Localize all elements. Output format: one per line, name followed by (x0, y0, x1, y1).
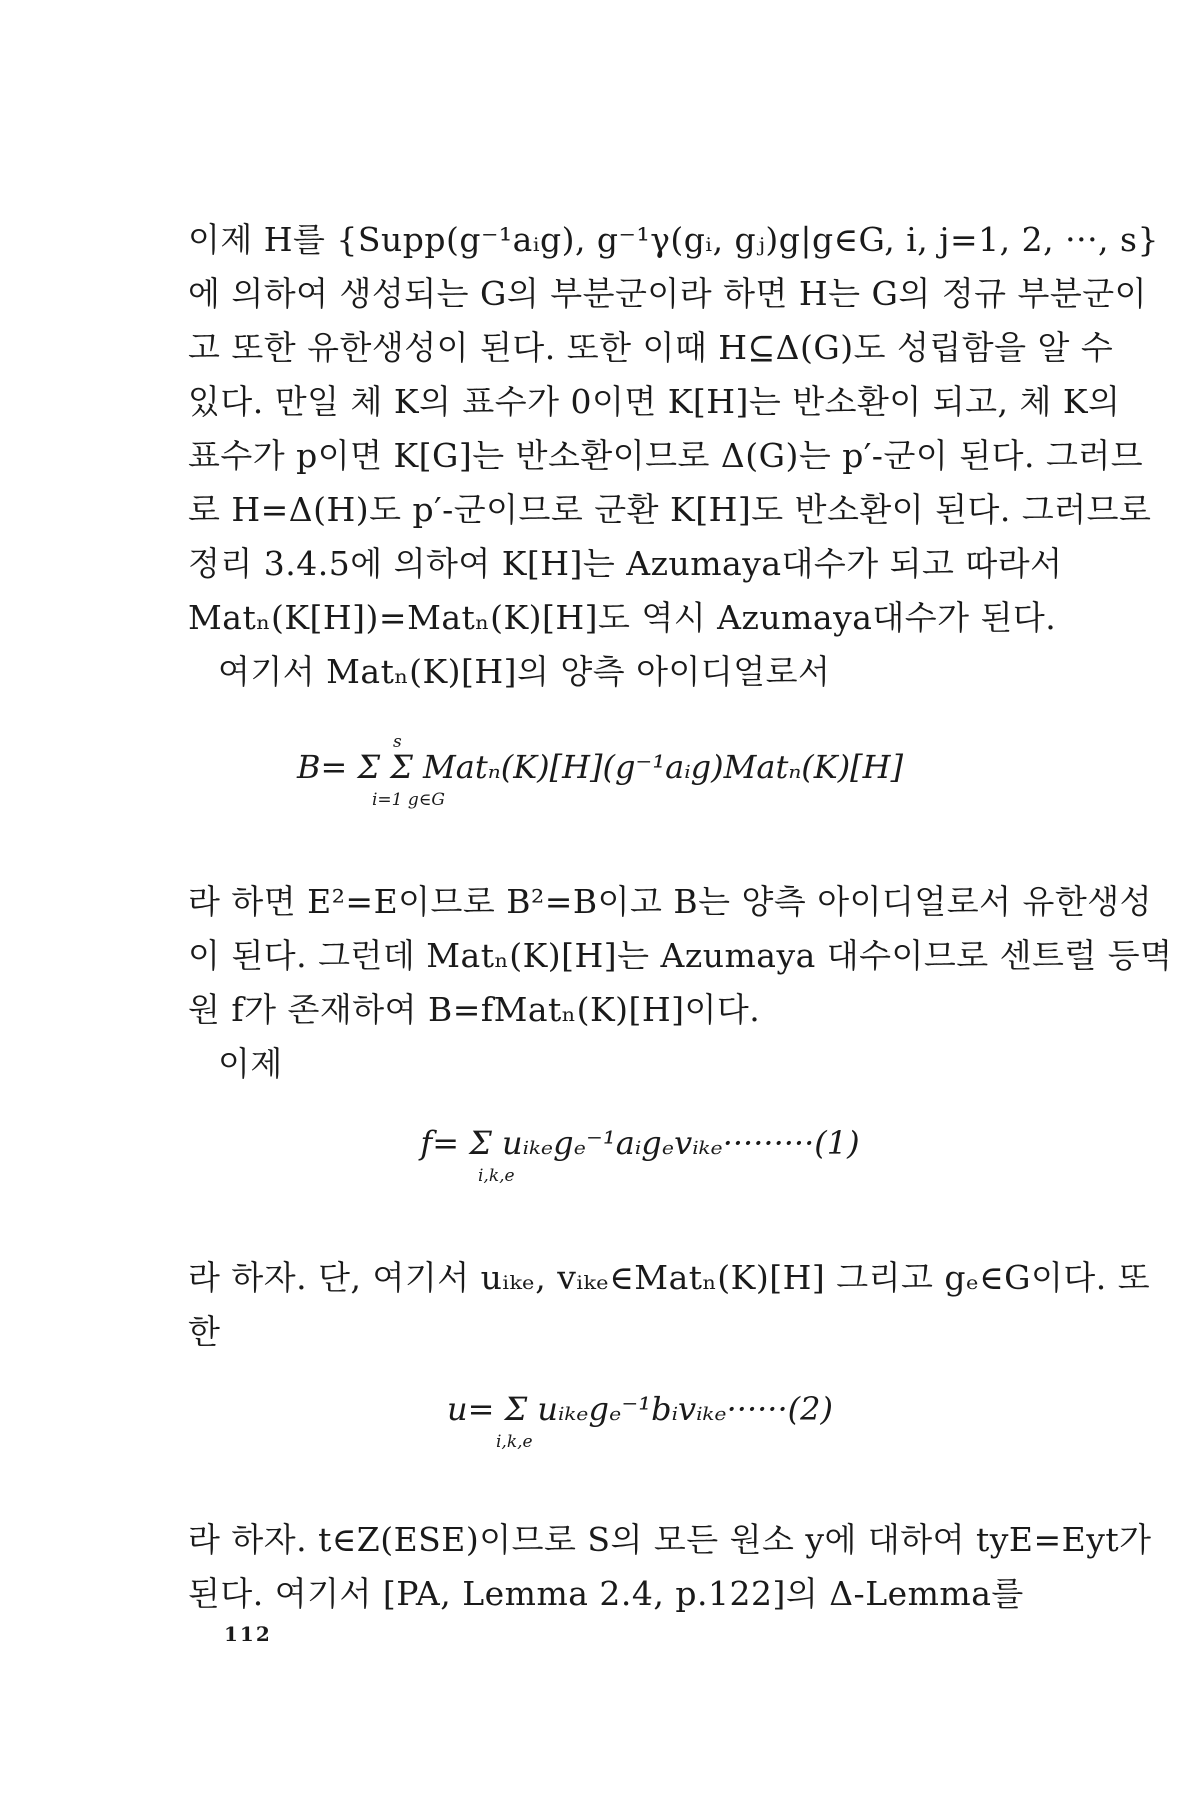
text-line: 로 H=Δ(H)도 p′-군이므로 군환 K[H]도 반소환이 된다. 그러므로 (188, 490, 1152, 529)
formula-1-main: f= Σ uᵢₖₑgₑ⁻¹aᵢgₑvᵢₖₑ·········(1) (420, 1124, 860, 1162)
formula-b (0, 748, 1200, 786)
formula-1-lower-limit: i,k,e (478, 1166, 515, 1186)
formula-2-main: u= Σ uᵢₖₑgₑ⁻¹bᵢvᵢₖₑ······(2) (447, 1390, 833, 1428)
text-line: 정리 3.4.5에 의하여 K[H]는 Azumaya대수가 되고 따라서 (188, 544, 1063, 583)
text-line: 라 하자. 단, 여기서 uᵢₖₑ, vᵢₖₑ∈Matₙ(K)[H] 그리고 gₑ∈G이다. 또 (188, 1258, 1151, 1297)
page-number: 112 (224, 1622, 272, 1646)
text-line: 원 f가 존재하여 B=fMatₙ(K)[H]이다. (188, 990, 761, 1029)
text-line: 에 의하여 생성되는 G의 부분군이라 하면 H는 G의 정규 부분군이 (188, 274, 1147, 313)
formula-b-main: B= Σ Σ Matₙ(K)[H](g⁻¹aᵢg)Matₙ(K)[H] (296, 748, 904, 786)
formula-b-lower-limit: i=1 g∈G (372, 790, 445, 810)
text-line: 라 하자. t∈Z(ESE)이므로 S의 모든 원소 y에 대하여 tyE=Eyt가 (188, 1520, 1152, 1559)
text-line: 이 된다. 그런데 Matₙ(K)[H]는 Azumaya 대수이므로 센트럴 등멱 (188, 936, 1173, 975)
text-line: 고 또한 유한생성이 된다. 또한 이때 H⊆Δ(G)도 성립함을 알 수 (188, 328, 1114, 367)
text-line: 있다. 만일 체 K의 표수가 0이면 K[H]는 반소환이 되고, 체 K의 (188, 382, 1121, 421)
text-line: 한 (188, 1312, 221, 1351)
text-line: Matₙ(K[H])=Matₙ(K)[H]도 역시 Azumaya대수가 된다. (188, 598, 1057, 637)
formula-2-lower-limit: i,k,e (496, 1432, 533, 1452)
formula-2 (40, 1390, 1200, 1428)
text-line: 여기서 Matₙ(K)[H]의 양측 아이디얼로서 (218, 652, 831, 691)
text-line: 이제 (218, 1044, 283, 1083)
text-line: 이제 H를 {Supp(g⁻¹aᵢg), g⁻¹γ(gᵢ, gⱼ)g|g∈G, i, j=1, 2, ···, s} (188, 220, 1159, 259)
text-line: 라 하면 E²=E이므로 B²=B이고 B는 양측 아이디얼로서 유한생성 (188, 882, 1153, 921)
formula-1 (40, 1124, 1200, 1162)
text-line: 표수가 p이면 K[G]는 반소환이므로 Δ(G)는 p′-군이 된다. 그러므 (188, 436, 1144, 475)
text-line: 된다. 여기서 [PA, Lemma 2.4, p.122]의 Δ-Lemma를 (188, 1574, 1024, 1613)
formula-b-upper-limit: s (393, 732, 402, 752)
